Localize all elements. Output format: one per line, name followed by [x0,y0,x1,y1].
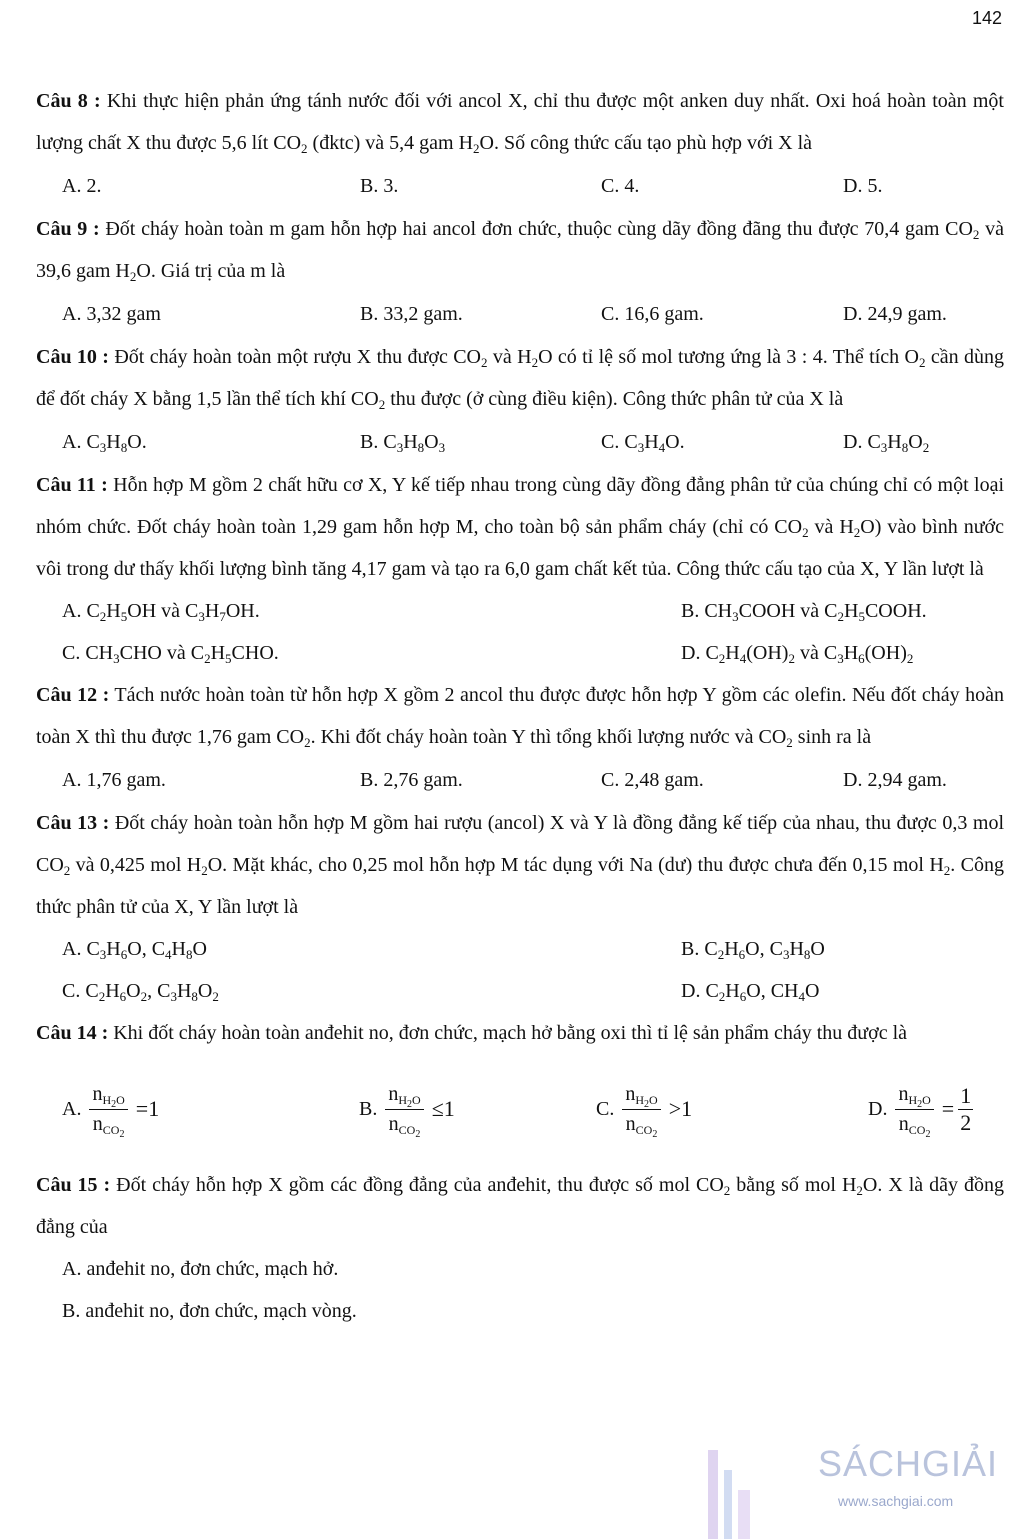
question-8-options [36,164,1004,208]
question-13-stem: Câu 13 : Đốt cháy hoàn toàn hỗn hợp M gồm hai rượu (ancol) X và Y là đồng đẳng kế tiếp của nhau, thu được 0,3 mol $CO_2$ và 0,425 mol $H_2O$. Mặt khác, cho 0,25 mol hỗn hợp M tác dụng với Na (dư) thu được chưa đến 0,15 mol $H_2$. Công thức phân tử của X, Y lần lượt là [36,812,1004,918]
question-label: Câu 13 : [36,812,110,834]
question-14-stem: Câu 14 : Khi đốt cháy hoàn toàn anđehit no, đơn chức, mạch hở bằng oxi thì tỉ lệ sản phẩm cháy thu được là [36,1022,908,1044]
option-b: B. 3. [360,174,399,197]
question-13-options-row1 [36,928,1004,970]
ratio-fraction: $\frac{n_{H_2O}}{n_{CO_2}}$ [89,1083,127,1136]
option-c: C. $C_2H_6O_2$, $C_3H_8O_2$ [62,979,219,1004]
question-label: Câu 8 : [36,90,101,112]
option-b: B. 33,2 gam. [360,302,463,325]
page-number: 142 [971,8,1002,28]
question-11-stem: Câu 11 : Hỗn hợp M gồm 2 chất hữu cơ X, Y kế tiếp nhau trong cùng dãy đồng đẳng phân tử của chúng chỉ có một loại nhóm chức. Đốt cháy hoàn toàn 1,29 gam hỗn hợp M, cho toàn bộ sản phẩm cháy (chỉ có $CO_2$ và $H_2O$) vào bình nước vôi trong dư thấy khối lượng bình tăng 4,17 gam và tạo ra 6,0 gam chất kết tủa. Công thức cấu tạo của X, Y lần lượt là [36,474,1004,580]
option-b: B. $CH_3COOH$ và $C_2H_5COOH$. [681,599,927,624]
question-9-stem: Câu 9 : Đốt cháy hoàn toàn m gam hỗn hợp hai ancol đơn chức, thuộc cùng dãy đồng đãng thu được 70,4 gam $CO_2$ và 39,6 gam $H_2O$. Giá trị của m là [36,218,1004,284]
question-13-options-row2 [36,970,1004,1012]
question-9-options [36,292,1004,336]
option-d: D. 5. [843,174,883,197]
question-11-options-row2 [36,632,1004,674]
one-half-fraction: $\frac{1}{2}$ [960,1082,972,1135]
option-b: B. $\frac{n_{H_2O}}{n_{CO_2}}$ ≤1 [359,1082,455,1140]
question-14-options [36,1054,1004,1164]
watermark-text: SÁCHGIẢI [818,1443,999,1484]
option-d: D. $C_3H_8O_2$ [843,430,930,455]
option-d: D. $C_2H_4(OH)_2$ và $C_3H_6(OH)_2$ [681,641,914,666]
option-b: B. 2,76 gam. [360,768,463,791]
option-b: B. $C_3H_8O_3$ [360,430,446,455]
option-a: A. 1,76 gam. [62,768,166,791]
option-d: D. 24,9 gam. [843,302,947,325]
question-label: Câu 11 : [36,474,108,496]
option-c: C. 16,6 gam. [601,302,704,325]
question-label: Câu 10 : [36,346,109,368]
option-c: C. $\frac{n_{H_2O}}{n_{CO_2}}$ >1 [596,1082,693,1140]
question-10-options [36,420,1004,464]
question-label: Câu 14 : [36,1022,109,1044]
option-a: A. 2. [62,174,102,197]
question-12-options [36,758,1004,802]
option-c: C. $C_3H_4O$. [601,430,685,455]
question-12-stem: Câu 12 : Tách nước hoàn toàn từ hỗn hợp X gồm 2 ancol thu được được hỗn hợp Y gồm các olefin. Nếu đốt cháy hoàn toàn X thì thu được 1,76 gam $CO_2$. Khi đốt cháy hoàn toàn Y thì tổng khối lượng nước và $CO_2$ sinh ra là [36,684,1004,750]
question-11-options-row1 [36,590,1004,632]
document-body [36,80,1004,1332]
question-10-stem: Câu 10 : Đốt cháy hoàn toàn một rượu X thu được $CO_2$ và $H_2O$ có tỉ lệ số mol tương ứng là 3 : 4. Thể tích $O_2$ cần dùng để đốt cháy X bằng 1,5 lần thể tích khí $CO_2$ thu được (ở cùng điều kiện). Công thức phân tử của X là [36,346,1004,412]
option-b: B. $C_2H_6O$, $C_3H_8O$ [681,937,825,962]
watermark-logo [818,1439,1018,1529]
option-d: D. 2,94 gam. [843,768,947,791]
question-8-stem: Câu 8 : Khi thực hiện phản ứng tánh nước đối với ancol X, chỉ thu được một anken duy nhất. Oxi hoá hoàn toàn một lượng chất X thu được 5,6 lít $CO_2$ (đktc) và 5,4 gam $H_2O$. Số công thức cấu tạo phù hợp với X là [36,90,1004,156]
option-c: C. 4. [601,174,640,197]
option-a: A. $\frac{n_{H_2O}}{n_{CO_2}}$ =1 [62,1082,160,1140]
watermark-decoration [700,1440,760,1539]
option-a: A. 3,32 gam [62,302,161,325]
option-d: D. $\frac{n_{H_2O}}{n_{CO_2}}$ = $\frac{1}{2}$ [868,1082,972,1140]
watermark-url: www.sachgiai.com [838,1493,954,1509]
question-15-stem: Câu 15 : Đốt cháy hỗn hợp X gồm các đồng đẳng của anđehit, thu được số mol $CO_2$ bằng số mol $H_2O$. X là dãy đồng đẳng của [36,1174,1005,1238]
option-d: D. $C_2H_6O$, $CH_4O$ [681,979,820,1004]
ratio-fraction: $\frac{n_{H_2O}}{n_{CO_2}}$ [895,1083,933,1136]
option-b: B. anđehit no, đơn chức, mạch vòng. [62,1300,357,1322]
ratio-fraction: $\frac{n_{H_2O}}{n_{CO_2}}$ [622,1083,660,1136]
ratio-fraction: $\frac{n_{H_2O}}{n_{CO_2}}$ [385,1083,423,1136]
question-label: Câu 15 : [36,1174,111,1196]
option-a: A. $C_3H_6O$, $C_4H_8O$ [62,937,207,962]
option-a: A. $C_3H_8O$. [62,430,147,455]
option-a: A. $C_2H_5OH$ và $C_3H_7OH$. [62,599,260,624]
question-label: Câu 12 : [36,684,110,706]
question-label: Câu 9 : [36,218,100,240]
option-c: C. $CH_3CHO$ và $C_2H_5CHO$. [62,641,279,666]
option-c: C. 2,48 gam. [601,768,704,791]
option-a: A. anđehit no, đơn chức, mạch hở. [62,1258,339,1280]
